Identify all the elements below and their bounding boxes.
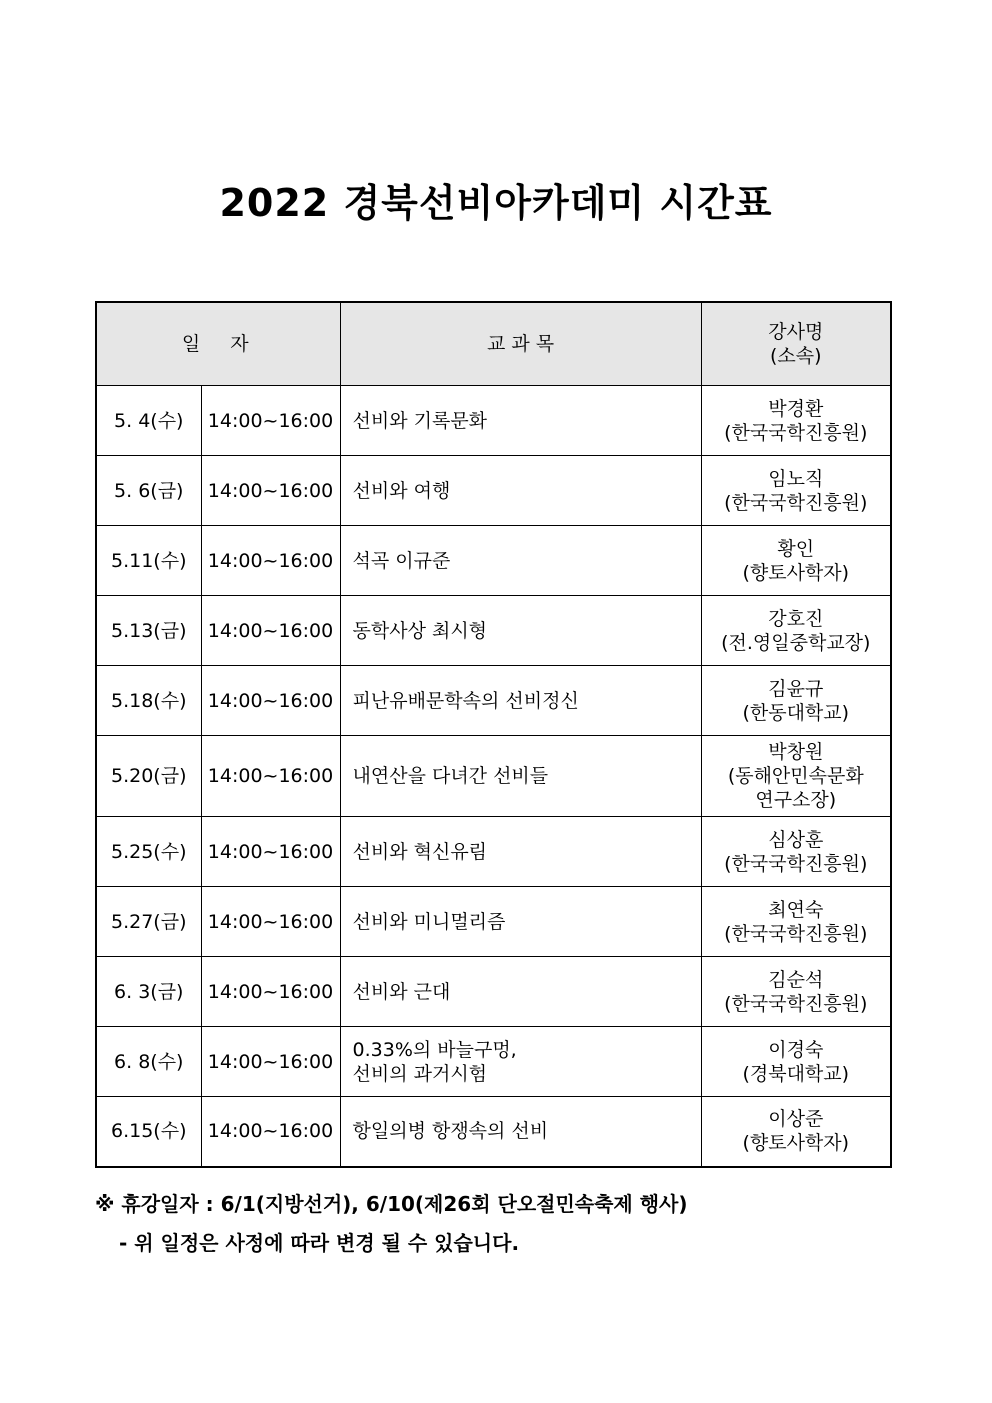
- instructor-line: 김순석: [768, 968, 824, 991]
- date-cell: 5.13(금): [96, 596, 201, 666]
- instructor-line: (향토사학자): [742, 561, 850, 584]
- time-cell: 14:00~16:00: [201, 526, 340, 596]
- header-date: 일 자: [96, 302, 340, 386]
- instructor-cell: [701, 1027, 891, 1097]
- time-cell: 14:00~16:00: [201, 666, 340, 736]
- subject-line: 피난유배문학속의 선비정신: [352, 689, 579, 712]
- subject-cell: [340, 957, 701, 1027]
- time-cell: 14:00~16:00: [201, 596, 340, 666]
- subject-cell: [340, 596, 701, 666]
- date-cell: 5. 4(수): [96, 386, 201, 456]
- subject-cell: [340, 736, 701, 817]
- instructor-cell: [701, 957, 891, 1027]
- instructor-cell: [701, 1097, 891, 1167]
- subject-line: 선비와 근대: [352, 980, 451, 1003]
- table-row: [96, 1097, 891, 1167]
- subject-line: 항일의병 항쟁속의 선비: [352, 1120, 549, 1143]
- instructor-line: (동해안민속문화: [727, 765, 864, 787]
- subject-cell: [340, 1097, 701, 1167]
- instructor-cell: [701, 736, 891, 817]
- instructor-cell: [701, 887, 891, 957]
- header-subject: 교 과 목: [340, 302, 701, 386]
- subject-line: 동학사상 최시형: [352, 619, 488, 642]
- instructor-line: 김윤규: [768, 677, 824, 700]
- instructor-line: (한국국학진흥원): [724, 852, 868, 875]
- date-cell: 5.11(수): [96, 526, 201, 596]
- table-row: [96, 596, 891, 666]
- instructor-line: (전.영일중학교장): [721, 631, 871, 654]
- time-cell: 14:00~16:00: [201, 1027, 340, 1097]
- time-cell: 14:00~16:00: [201, 1097, 340, 1167]
- subject-line: 선비와 기록문화: [352, 409, 488, 432]
- subject-line: 0.33%의 바늘구멍,: [352, 1038, 517, 1061]
- instructor-cell: [701, 817, 891, 887]
- instructor-line: (한국국학진흥원): [724, 992, 868, 1015]
- table-header-row: [96, 302, 891, 386]
- instructor-line: (한국국학진흥원): [724, 491, 868, 514]
- table-row: [96, 736, 891, 817]
- subject-line: 선비와 미니멀리즘: [352, 910, 506, 933]
- time-cell: 14:00~16:00: [201, 957, 340, 1027]
- subject-line: 선비의 과거시험: [352, 1062, 488, 1085]
- date-cell: 6.15(수): [96, 1097, 201, 1167]
- time-cell: 14:00~16:00: [201, 887, 340, 957]
- table-row: [96, 1027, 891, 1097]
- date-cell: 5.18(수): [96, 666, 201, 736]
- date-cell: 5. 6(금): [96, 456, 201, 526]
- subject-cell: [340, 386, 701, 456]
- date-cell: 5.27(금): [96, 887, 201, 957]
- instructor-line: (경북대학교): [742, 1062, 850, 1085]
- instructor-cell: [701, 666, 891, 736]
- instructor-cell: [701, 526, 891, 596]
- subject-cell: [340, 887, 701, 957]
- subject-line: 선비와 혁신유림: [352, 840, 488, 863]
- instructor-line: 황인: [777, 537, 815, 560]
- time-cell: 14:00~16:00: [201, 386, 340, 456]
- header-instructor: [701, 302, 891, 386]
- date-cell: 6. 8(수): [96, 1027, 201, 1097]
- instructor-line: 박창원: [768, 741, 824, 763]
- instructor-line: 이상준: [768, 1108, 824, 1131]
- instructor-line: 강호진: [768, 607, 824, 630]
- change-note: - 위 일정은 사정에 따라 변경 될 수 있습니다.: [119, 1231, 520, 1255]
- date-cell: 5.20(금): [96, 736, 201, 817]
- instructor-line: 박경환: [768, 397, 824, 420]
- table-row: [96, 526, 891, 596]
- subject-cell: [340, 666, 701, 736]
- instructor-line: 연구소장): [755, 789, 837, 811]
- table-row: [96, 386, 891, 456]
- time-cell: 14:00~16:00: [201, 456, 340, 526]
- subject-cell: [340, 456, 701, 526]
- time-cell: 14:00~16:00: [201, 736, 340, 817]
- header-instructor-name: 강사명: [768, 321, 824, 343]
- instructor-line: 임노직: [768, 467, 824, 490]
- instructor-line: 심상훈: [768, 828, 824, 851]
- header-instructor-affiliation: (소속): [769, 345, 822, 367]
- subject-cell: [340, 526, 701, 596]
- instructor-line: (향토사학자): [742, 1132, 850, 1155]
- instructor-cell: [701, 456, 891, 526]
- subject-line: 석곡 이규준: [352, 549, 451, 572]
- subject-line: 내연산을 다녀간 선비들: [352, 765, 549, 787]
- subject-cell: [340, 1027, 701, 1097]
- table-row: [96, 957, 891, 1027]
- subject-line: 선비와 여행: [352, 479, 451, 502]
- instructor-line: 이경숙: [768, 1038, 824, 1061]
- date-cell: 5.25(수): [96, 817, 201, 887]
- page-title: 2022 경북선비아카데미 시간표: [219, 181, 773, 225]
- subject-cell: [340, 817, 701, 887]
- instructor-cell: [701, 386, 891, 456]
- instructor-line: (한동대학교): [742, 701, 850, 724]
- schedule-table: [95, 301, 892, 1168]
- table-row: [96, 887, 891, 957]
- date-cell: 6. 3(금): [96, 957, 201, 1027]
- table-row: [96, 817, 891, 887]
- holiday-note: ※ 휴강일자 : 6/1(지방선거), 6/10(제26회 단오절민속축제 행사): [95, 1192, 688, 1216]
- notes: [95, 1188, 687, 1256]
- instructor-line: 최연숙: [768, 898, 824, 921]
- instructor-line: (한국국학진흥원): [724, 421, 868, 444]
- table-row: [96, 666, 891, 736]
- instructor-cell: [701, 596, 891, 666]
- instructor-line: (한국국학진흥원): [724, 922, 868, 945]
- table-row: [96, 456, 891, 526]
- time-cell: 14:00~16:00: [201, 817, 340, 887]
